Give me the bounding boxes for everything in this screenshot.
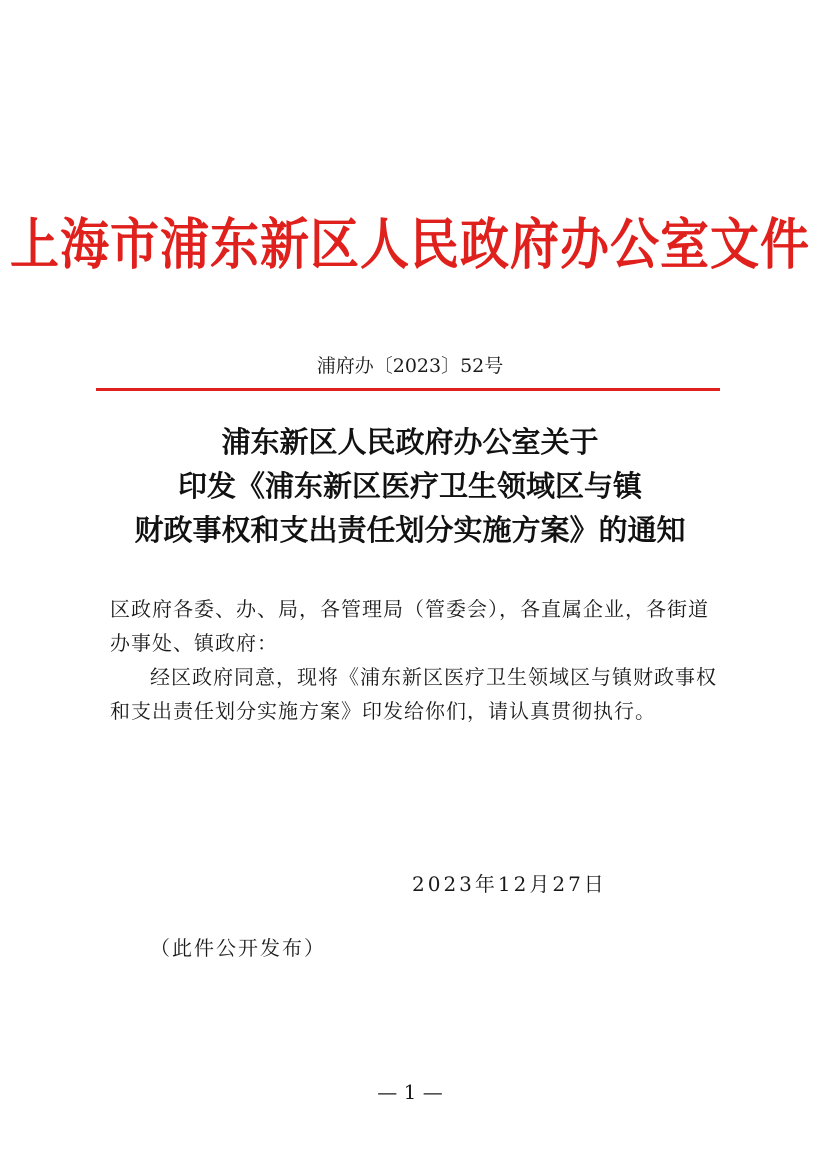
title-line-1: 浦东新区人民政府办公室关于 [221,425,599,459]
publication-note: （此件公开发布） [150,936,326,960]
document-number: 浦府办〔2023〕52号 [316,355,504,377]
page-number: — 1 — [377,1080,443,1104]
red-divider-line [96,388,720,391]
recipients-line: 区政府各委、办、局，各管理局（管委会），各直属企业，各街道办事处、镇政府： [110,597,709,655]
notice-body [110,592,722,728]
body-paragraph: 经区政府同意，现将《浦东新区医疗卫生领域区与镇财政事权和支出责任划分实施方案》印发给你们，请认真贯彻执行。 [110,665,717,723]
title-line-2: 印发《浦东新区医疗卫生领域区与镇 [177,469,642,503]
title-line-3: 财政事权和支出责任划分实施方案》的通知 [134,513,686,547]
issue-date: 2023年12月27日 [412,872,607,896]
notice-title [0,420,820,552]
masthead-title: 上海市浦东新区人民政府办公室文件 [9,213,810,277]
